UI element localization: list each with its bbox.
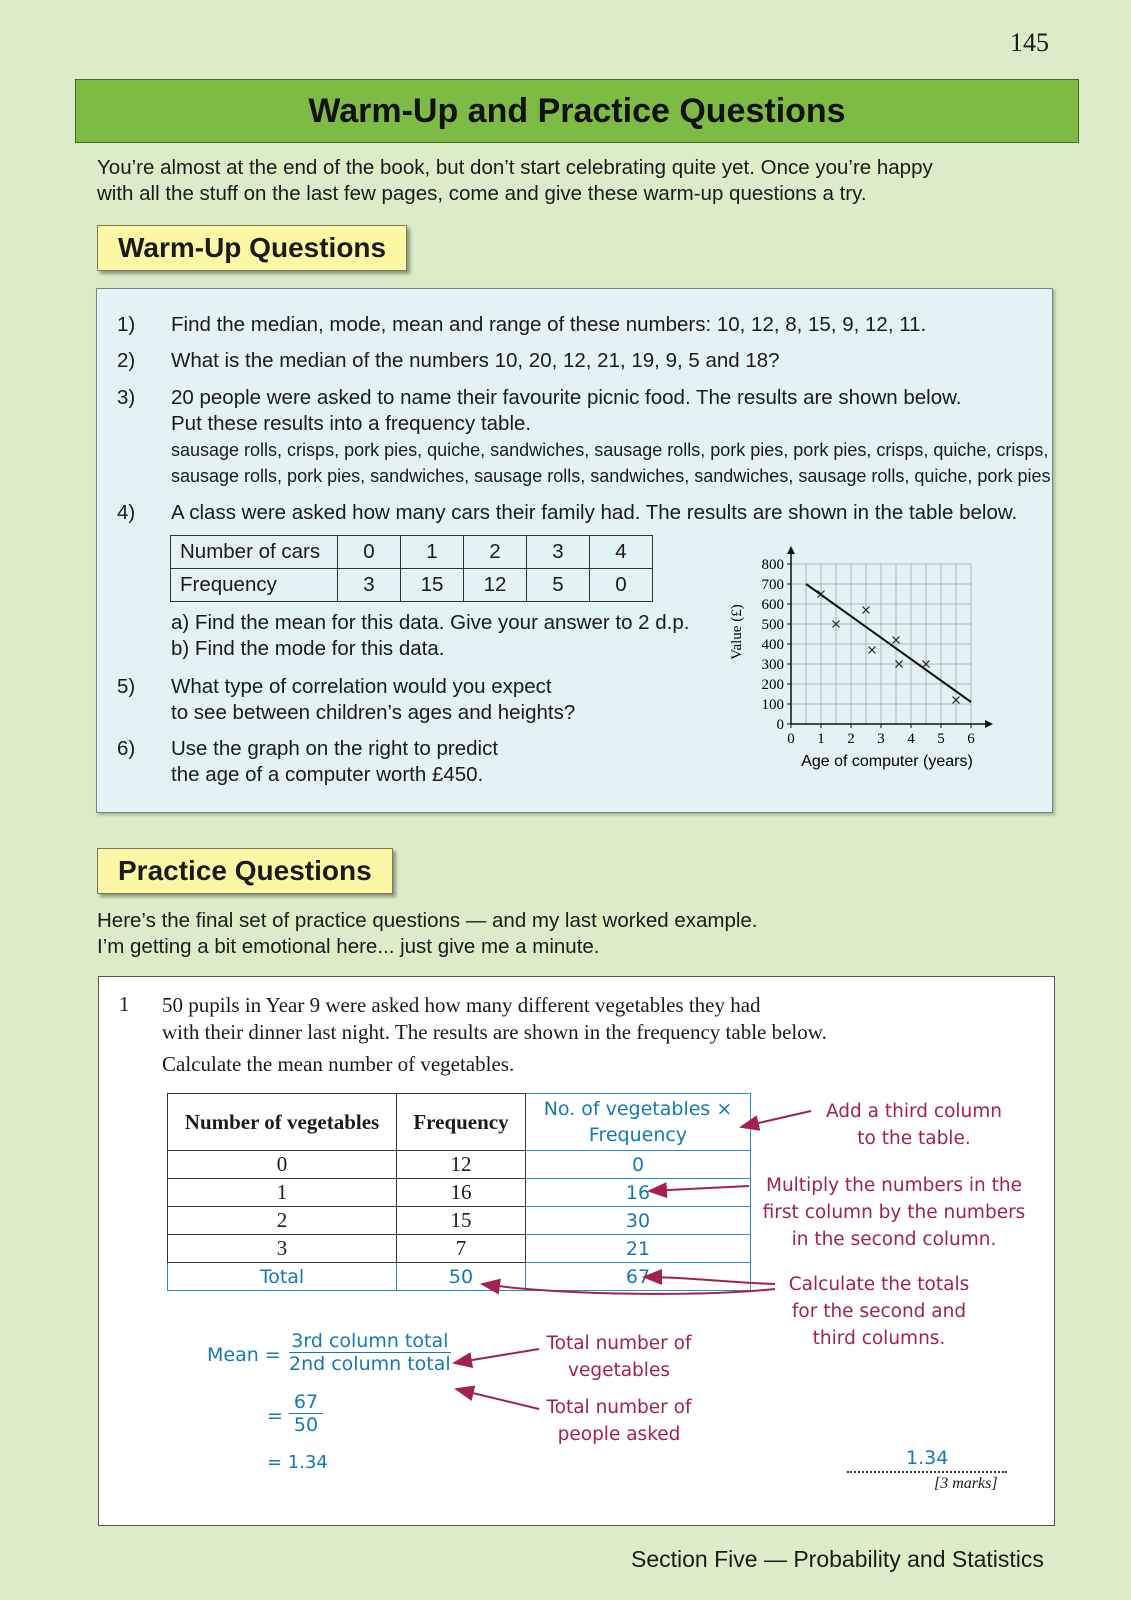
column-header: Number of vegetables xyxy=(168,1094,397,1151)
arrow-people xyxy=(456,1389,539,1409)
question-number: 4) xyxy=(117,501,136,524)
question-line: 50 pupils in Year 9 were asked how many different vegetables they had xyxy=(162,993,761,1017)
mean-label: Mean = xyxy=(207,1344,281,1366)
x-axis-arrowhead xyxy=(985,720,993,728)
table-cell: 3 xyxy=(168,1235,397,1263)
x-tick-label: 5 xyxy=(937,731,945,747)
table-cell: Number of cars xyxy=(171,536,338,569)
table-cell: 50 xyxy=(397,1263,526,1291)
question-text: What is the median of the numbers 10, 20, 12, 21, 19, 9, 5 and 18? xyxy=(171,349,780,372)
fraction-numerator: 3rd column total xyxy=(289,1330,451,1353)
column-header: Frequency xyxy=(397,1094,526,1151)
question-line: with their dinner last night. The results are shown in the frequency table below. xyxy=(162,1020,827,1044)
annotation-line: to the table. xyxy=(857,1128,971,1149)
table-cell: 3 xyxy=(338,569,401,602)
y-tick-label: 600 xyxy=(761,597,784,613)
x-tick-label: 4 xyxy=(907,731,915,747)
y-tick-label: 100 xyxy=(761,697,784,713)
warmup-heading: Warm-Up Questions xyxy=(97,225,407,271)
x-tick-label: 2 xyxy=(847,731,855,747)
fraction-denominator: 2nd column total xyxy=(289,1353,451,1375)
raw-data-line: sausage rolls, pork pies, sandwiches, sausage rolls, sandwiches, sandwiches, sausage rolls, quiche, pork pies xyxy=(171,466,1051,486)
practice-question-box xyxy=(98,976,1055,1526)
y-axis-arrowhead xyxy=(787,546,795,554)
x-tick-label: 6 xyxy=(967,731,975,747)
table-cell: 2 xyxy=(168,1207,397,1235)
table-cell: 30 xyxy=(526,1207,751,1235)
mean-result: = 1.34 xyxy=(267,1452,328,1473)
intro-text xyxy=(97,155,933,207)
practice-heading: Practice Questions xyxy=(97,848,393,894)
annotation-line: third columns. xyxy=(812,1328,946,1349)
y-tick-label: 800 xyxy=(761,557,784,573)
table-cell: 7 xyxy=(397,1235,526,1263)
x-tick-label: 0 xyxy=(787,731,795,747)
table-row xyxy=(171,536,653,569)
warmup-questions-box xyxy=(96,288,1053,813)
question-text: Find the median, mode, mean and range of these numbers: 10, 12, 8, 15, 9, 12, 11. xyxy=(171,313,927,336)
header-line: Frequency xyxy=(588,1124,688,1146)
question-line: Put these results into a frequency table. xyxy=(171,412,532,435)
table-cell: 3 xyxy=(527,536,590,569)
table-cell: 0 xyxy=(526,1151,751,1179)
question-line: Use the graph on the right to predict xyxy=(171,737,499,760)
annotation-line: Add a third column xyxy=(825,1101,1003,1122)
table-cell: 21 xyxy=(526,1235,751,1263)
table-cell: 5 xyxy=(527,569,590,602)
annotation-line: vegetables xyxy=(568,1360,670,1381)
cars-table xyxy=(170,535,653,602)
table-row xyxy=(171,569,653,602)
question-line: What type of correlation would you expect xyxy=(171,675,552,698)
table-cell: 15 xyxy=(401,569,464,602)
y-tick-label: 500 xyxy=(761,617,784,633)
y-tick-label: 700 xyxy=(761,577,784,593)
y-axis-label: Value (£) xyxy=(729,604,745,660)
question-number: 5) xyxy=(117,675,136,698)
table-cell: 16 xyxy=(526,1179,751,1207)
question-text xyxy=(171,674,731,726)
annotation-line: Total number of xyxy=(546,1333,692,1354)
table-cell: 2 xyxy=(464,536,527,569)
answer-value: 1.34 xyxy=(906,1447,949,1469)
x-tick-label: 3 xyxy=(877,731,885,747)
part-a: a) Find the mean for this data. Give your answer to 2 d.p. xyxy=(171,611,690,634)
table-cell: 67 xyxy=(526,1263,751,1291)
x-axis-label: Age of computer (years) xyxy=(801,753,973,770)
x-tick-label: 1 xyxy=(817,731,825,747)
data-point-cross xyxy=(869,647,876,654)
question-text xyxy=(171,736,731,788)
y-tick-label: 0 xyxy=(776,717,784,733)
annotation-line: in the second column. xyxy=(791,1229,997,1250)
intro-line: You’re almost at the end of the book, but don’t start celebrating quite yet. Once you’re happy xyxy=(97,156,933,179)
annotation-line: Calculate the totals xyxy=(788,1274,970,1295)
table-cell: 1 xyxy=(401,536,464,569)
fraction-denominator: 50 xyxy=(293,1414,319,1436)
practice-intro xyxy=(97,908,758,960)
question-number: 6) xyxy=(117,737,136,760)
question-line: Calculate the mean number of vegetables. xyxy=(162,1052,515,1076)
arrow-total-frequency xyxy=(482,1284,775,1294)
section-footer: Section Five — Probability and Statistics xyxy=(631,1546,1044,1572)
arrow-third-column xyxy=(741,1111,811,1127)
table-cell: 15 xyxy=(397,1207,526,1235)
y-tick-label: 400 xyxy=(761,637,784,653)
question-number: 2) xyxy=(117,349,136,372)
header-line: No. of vegetables × xyxy=(543,1098,733,1120)
table-cell: 12 xyxy=(464,569,527,602)
question-text xyxy=(171,385,1051,489)
page-title: Warm-Up and Practice Questions xyxy=(75,79,1079,143)
table-cell: Frequency xyxy=(171,569,338,602)
annotation-line: for the second and xyxy=(791,1301,967,1322)
question-line: to see between children’s ages and heights? xyxy=(171,701,576,724)
annotation-line: Multiply the numbers in the xyxy=(765,1175,1022,1196)
question-text: A class were asked how many cars their family had. The results are shown in the table below. xyxy=(171,501,1018,524)
annotation-line: first column by the numbers xyxy=(762,1202,1026,1223)
intro-line: Here’s the final set of practice questions — and my last worked example. xyxy=(97,909,758,932)
arrow-vegetables xyxy=(454,1349,539,1363)
table-cell: 16 xyxy=(397,1179,526,1207)
table-cell: 0 xyxy=(590,569,653,602)
arrow-total-products xyxy=(644,1277,775,1284)
intro-line: with all the stuff on the last few pages, come and give these warm-up questions a try. xyxy=(97,182,867,205)
question-line: the age of a computer worth £450. xyxy=(171,763,484,786)
question-number: 1 xyxy=(119,992,130,1016)
marks-label: [3 marks] xyxy=(934,1475,998,1492)
intro-line: I’m getting a bit emotional here... just give me a minute. xyxy=(97,935,600,958)
table-cell: 12 xyxy=(397,1151,526,1179)
raw-data-line: sausage rolls, crisps, pork pies, quiche, sandwiches, sausage rolls, pork pies, pork pies, crisps, quiche, crisps, xyxy=(171,440,1049,460)
table-cell: Total xyxy=(168,1263,397,1291)
table-cell: 0 xyxy=(168,1151,397,1179)
annotation-line: people asked xyxy=(557,1424,681,1445)
table-cell: 1 xyxy=(168,1179,397,1207)
annotation-arrows xyxy=(99,977,1054,1525)
question-4-parts xyxy=(171,610,689,662)
fraction-numerator: 67 xyxy=(289,1391,323,1414)
scatter-chart xyxy=(727,544,1047,799)
equals-sign: = xyxy=(267,1405,283,1427)
table-cell: 4 xyxy=(590,536,653,569)
table-cell: 0 xyxy=(338,536,401,569)
part-b: b) Find the mode for this data. xyxy=(171,637,445,660)
question-number: 3) xyxy=(117,386,136,409)
question-number: 1) xyxy=(117,313,136,336)
question-line: 20 people were asked to name their favourite picnic food. The results are shown below. xyxy=(171,386,962,409)
arrow-multiply xyxy=(649,1186,749,1191)
page-number: 145 xyxy=(1010,28,1049,57)
y-tick-label: 200 xyxy=(761,677,784,693)
annotation-line: Total number of xyxy=(546,1397,692,1418)
y-tick-label: 300 xyxy=(761,657,784,673)
